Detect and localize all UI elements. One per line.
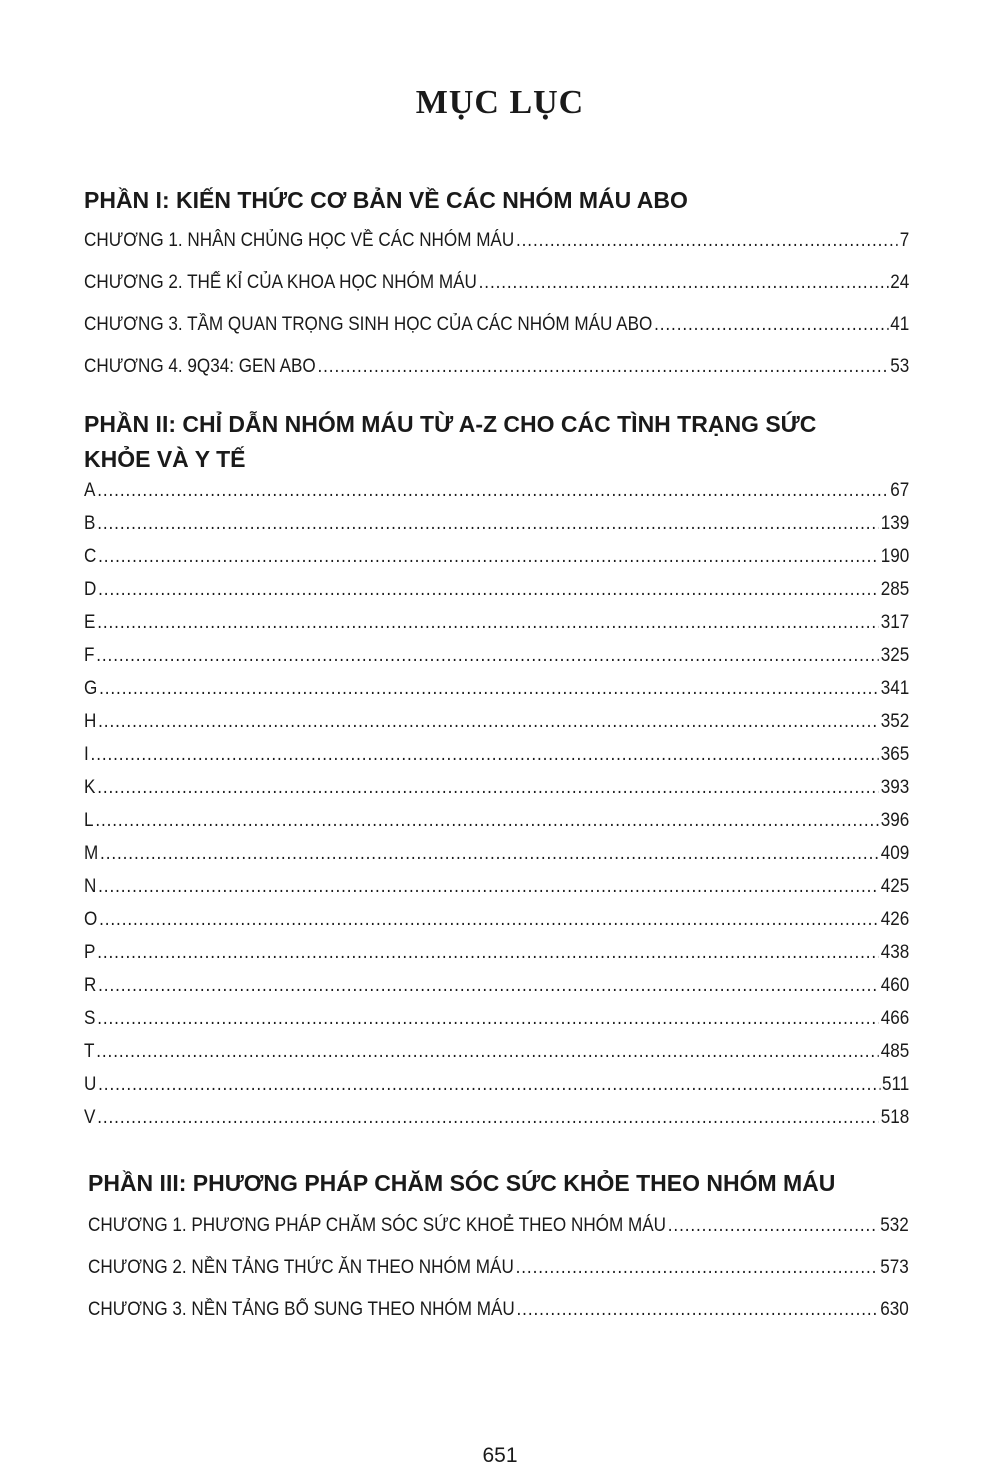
toc-entry-page: 285 [880,579,910,600]
toc-entry[interactable] [84,971,909,1001]
toc-entry[interactable] [84,1070,909,1100]
toc-entry[interactable] [84,773,909,803]
toc-entry-label: E [84,612,96,633]
toc-entry-label: CHƯƠNG 4. 9Q34: GEN ABO [84,356,316,377]
toc-entry-page: 341 [880,678,910,699]
toc-entry-label: L [84,810,94,831]
toc-entry-page: 409 [880,843,910,864]
toc-entry-label: CHƯƠNG 3. NỀN TẢNG BỔ SUNG THEO NHÓM MÁU [88,1299,515,1320]
toc-leader [98,575,879,605]
toc-entry-page: 7 [899,230,910,251]
part2-heading: PHẦN II: CHỈ DẪN NHÓM MÁU TỪ A-Z CHO CÁC TÌNH TRẠNG SỨC [84,411,817,437]
toc-leader [98,542,879,572]
toc-entry-label: D [84,579,97,600]
toc-entry-label: CHƯƠNG 3. TẦM QUAN TRỌNG SINH HỌC CỦA CÁC NHÓM MÁU ABO [84,314,653,335]
toc-leader [91,740,879,770]
toc-leader [98,872,879,902]
toc-entry[interactable] [84,608,909,638]
toc-entry-label: CHƯƠNG 1. NHÂN CHỦNG HỌC VỀ CÁC NHÓM MÁU [84,230,515,251]
toc-entry-label: V [84,1107,96,1128]
toc-leader [98,707,879,737]
toc-leader [668,1211,879,1241]
toc-leader [97,938,879,968]
toc-entry[interactable] [84,674,909,704]
toc-entry-page: 352 [880,711,910,732]
toc-leader [95,806,879,836]
toc-entry-label: CHƯƠNG 2. THẾ KỈ CỦA KHOA HỌC NHÓM MÁU [84,272,477,293]
toc-entry[interactable] [84,938,909,968]
part3-heading: PHẦN III: PHƯƠNG PHÁP CHĂM SÓC SỨC KHỎE THEO NHÓM MÁU [88,1170,836,1196]
page-number: 651 [482,1444,518,1467]
toc-entry-label: F [84,645,95,666]
toc-entry[interactable] [84,740,909,770]
toc-entry-label: A [84,480,96,501]
toc-entry[interactable] [88,1253,909,1283]
toc-entry-label: S [84,1008,96,1029]
toc-entry-page: 460 [880,975,910,996]
toc-leader [654,310,888,340]
toc-entry[interactable] [84,509,909,539]
toc-entry-page: 67 [890,480,910,501]
toc-entry-label: C [84,546,97,567]
toc-entry-page: 518 [880,1107,910,1128]
toc-entry-label: O [84,909,98,930]
toc-entry-page: 466 [880,1008,910,1029]
toc-entry[interactable] [84,476,909,506]
toc-leader [517,1295,879,1325]
toc-entry[interactable] [84,268,909,298]
toc-entry[interactable] [84,872,909,902]
toc-entry[interactable] [84,542,909,572]
toc-entry-page: 53 [890,356,910,377]
toc-entry-page: 190 [880,546,910,567]
toc-leader [100,839,879,869]
toc-entry[interactable] [84,1037,909,1067]
toc-leader [98,971,879,1001]
toc-entry[interactable] [88,1295,909,1325]
toc-entry-label: U [84,1074,97,1095]
toc-entry-label: M [84,843,99,864]
toc-leader [97,773,879,803]
toc-entry[interactable] [88,1211,909,1241]
toc-entry-page: 438 [880,942,910,963]
toc-entry-page: 396 [880,810,910,831]
toc-entry-page: 365 [880,744,910,765]
toc-entry-page: 630 [880,1299,909,1320]
part2-heading-continued: KHỎE VÀ Y TẾ [84,446,246,472]
toc-entry-label: N [84,876,97,897]
toc-entry-label: G [84,678,98,699]
toc-entry[interactable] [84,575,909,605]
toc-entry[interactable] [84,707,909,737]
toc-entry-page: 41 [890,314,910,335]
toc-leader [96,1037,879,1067]
toc-entry-page: 532 [880,1215,909,1236]
toc-entry-page: 485 [880,1041,910,1062]
toc-entry-label: T [84,1041,95,1062]
toc-leader [99,905,879,935]
toc-entry[interactable] [84,1004,909,1034]
toc-leader [99,674,879,704]
toc-entry-page: 139 [880,513,910,534]
toc-leader [479,268,889,298]
toc-entry[interactable] [84,641,909,671]
part1-heading: PHẦN I: KIẾN THỨC CƠ BẢN VỀ CÁC NHÓM MÁU ABO [84,187,688,213]
toc-entry-label: R [84,975,97,996]
toc-entry[interactable] [84,310,909,340]
toc-leader [317,352,888,382]
toc-leader [98,1070,880,1100]
toc-entry[interactable] [84,1103,909,1133]
toc-entry-label: P [84,942,96,963]
toc-leader [97,1103,879,1133]
toc-leader [97,1004,879,1034]
toc-entry-label: I [84,744,89,765]
toc-entry-page: 24 [890,272,910,293]
toc-entry-page: 317 [880,612,910,633]
toc-entry[interactable] [84,806,909,836]
toc-leader [96,641,879,671]
toc-leader [97,476,888,506]
toc-leader [516,226,898,256]
toc-entry-page: 511 [882,1074,910,1095]
toc-entry-page: 573 [880,1257,909,1278]
toc-leader [97,608,879,638]
toc-entry[interactable] [84,839,909,869]
toc-entry-page: 426 [880,909,910,930]
toc-entry-label: B [84,513,96,534]
toc-leader [516,1253,879,1283]
toc-entry[interactable] [84,226,909,256]
toc-entry-page: 393 [880,777,910,798]
toc-entry-label: H [84,711,97,732]
toc-entry-page: 425 [880,876,910,897]
toc-entry-label: CHƯƠNG 2. NỀN TẢNG THỨC ĂN THEO NHÓM MÁU [88,1257,514,1278]
page-title: MỤC LỤC [415,84,585,121]
toc-entry-label: CHƯƠNG 1. PHƯƠNG PHÁP CHĂM SÓC SỨC KHOẺ THEO NHÓM MÁU [88,1215,666,1236]
toc-entry[interactable] [84,905,909,935]
toc-entry-page: 325 [880,645,910,666]
toc-entry[interactable] [84,352,909,382]
toc-entry-label: K [84,777,96,798]
toc-leader [97,509,879,539]
